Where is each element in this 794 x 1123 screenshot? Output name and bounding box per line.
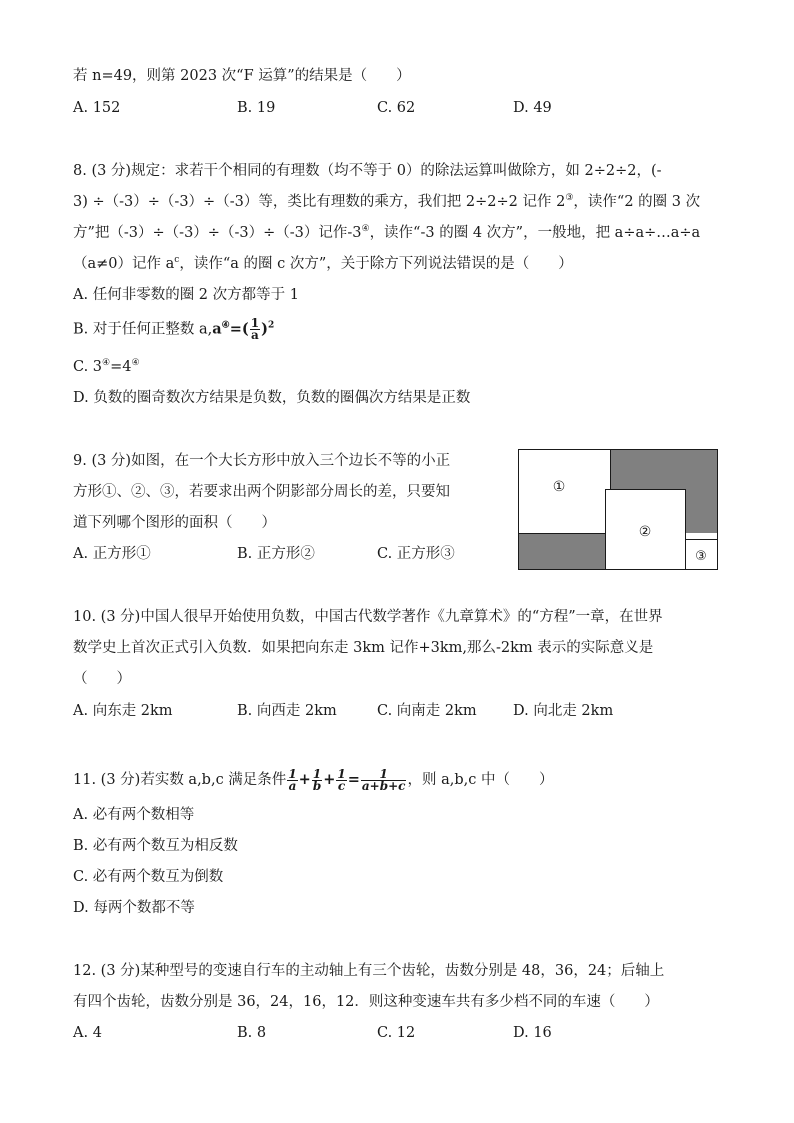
q9-option-b: B. 正方形② — [237, 546, 315, 562]
q7-stem: 若 n=49，则第 2023 次“F 运算”的结果是（ ） — [73, 68, 411, 84]
q10-line-3: （ ） — [73, 671, 131, 687]
q12-line-1: 12. (3 分)某种型号的变速自行车的主动轴上有三个齿轮，齿数分别是 48，36，24；后轴上 — [73, 963, 665, 979]
q8-line-4: （a≠0）记作 $a^c$，读作“a 的圈 c 次方”，关于除方下列说法错误的是（ ） — [73, 255, 573, 272]
q7-option-a: A. 152 — [73, 100, 121, 116]
q9-option-a: A. 正方形① — [73, 546, 151, 562]
q8-line-3: 方”把（-3）÷（-3）÷（-3）÷（-3）记作-3④，读作“-3 的圈 4 次方”，一般地，把 a÷a÷…a÷a — [73, 224, 701, 241]
q10-option-b: B. 向西走 2km — [237, 703, 337, 719]
q8-line-2: 3) ÷（-3）÷（-3）÷（-3）等，类比有理数的乘方，我们把 2÷2÷2 记作 2③，读作“2 的圈 3 次 — [73, 193, 701, 210]
label-square-2: ② — [638, 524, 652, 540]
q12-option-b: B. 8 — [237, 1025, 267, 1041]
q10-option-a: A. 向东走 2km — [73, 703, 173, 719]
q10-option-c: C. 向南走 2km — [377, 703, 477, 719]
q11-option-b: B. 必有两个数互为相反数 — [73, 838, 238, 854]
q7-option-b: B. 19 — [237, 100, 276, 116]
q9-line-1: 9. (3 分)如图，在一个大长方形中放入三个边长不等的小正 — [73, 453, 451, 469]
q12-line-2: 有四个齿轮，齿数分别是 36，24，16，12．则这种变速车共有多少档不同的车速（ ） — [73, 994, 659, 1010]
q12-option-a: A. 4 — [73, 1025, 102, 1041]
q12-option-c: C. 12 — [377, 1025, 416, 1041]
q7-option-c: C. 62 — [377, 100, 416, 116]
q11-option-a: A. 必有两个数相等 — [73, 807, 195, 823]
label-square-1: ① — [552, 479, 566, 495]
q8-option-c: C. 3④=4④ — [73, 358, 140, 375]
q9-line-2: 方形①、②、③，若要求出两个阴影部分周长的差，只要知 — [73, 484, 450, 500]
squares-figure — [518, 449, 718, 570]
q7-option-d: D. 49 — [513, 100, 552, 116]
q8-option-b: B. 对于任何正整数 a,a④=( $\frac{1}{a}$ )$^2$ — [73, 316, 275, 342]
shaded-region-bottom-left — [519, 533, 605, 569]
q10-option-d: D. 向北走 2km — [513, 703, 614, 719]
label-square-3: ③ — [695, 549, 707, 564]
q8-line-1: 8. (3 分)规定：求若干个相同的有理数（均不等于 0）的除法运算叫做除方，如 2÷2÷2，(- — [73, 163, 662, 179]
q8-option-a: A. 任何非零数的圈 2 次方都等于 1 — [73, 287, 299, 303]
q9-option-c: C. 正方形③ — [377, 546, 455, 562]
q10-line-1: 10. (3 分)中国人很早开始使用负数，中国古代数学著作《九章算术》的“方程”一章，在世界 — [73, 609, 663, 625]
q11-option-d: D. 每两个数都不等 — [73, 900, 195, 916]
q8-option-d: D. 负数的圈奇数次方结果是负数，负数的圈偶次方结果是正数 — [73, 390, 471, 406]
q11-stem: 11. (3 分)若实数 a,b,c 满足条件 $\frac{1}{a}$ + $\frac{1}{b}$ + $\frac{1}{c}$ = $\frac{1}{a+b+c}$ ，则 a,b,c 中（ ） — [73, 766, 554, 793]
q11-option-c: C. 必有两个数互为倒数 — [73, 869, 224, 885]
q12-option-d: D. 16 — [513, 1025, 552, 1041]
q9-line-3: 道下列哪个图形的面积（ ） — [73, 515, 276, 531]
q10-line-2: 数学史上首次正式引入负数．如果把向东走 3km 记作+3km,那么-2km 表示的实际意义是 — [73, 640, 654, 656]
